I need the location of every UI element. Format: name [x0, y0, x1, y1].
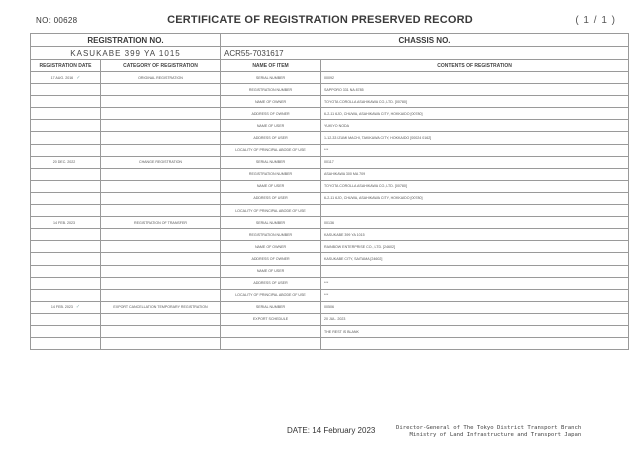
registration-date-cell	[31, 205, 101, 217]
registration-content: 6-2-11 6JO, CHUWA, ASAHIKAWA CITY, HOKKAIDO [00780]	[321, 108, 629, 120]
registration-date-cell	[31, 325, 101, 337]
registration-category: CHANGE REGISTRATION	[101, 156, 221, 168]
table-row	[31, 168, 629, 180]
document-number: NO: 00628	[36, 16, 78, 25]
registration-category	[101, 265, 221, 277]
check-mark-icon: ✓	[76, 74, 81, 81]
item-name: REGISTRATION NUMBER	[221, 168, 321, 180]
registration-content: KASUKABE CITY, SAITAMA [24602]	[321, 253, 629, 265]
registration-category	[101, 229, 221, 241]
registration-content	[321, 265, 629, 277]
item-name: REGISTRATION NUMBER	[221, 84, 321, 96]
column-header-contents: CONTENTS OF REGISTRATION	[321, 60, 629, 72]
registration-date: 14 FEB. 2023	[53, 220, 75, 225]
registration-category	[101, 277, 221, 289]
registration-date-cell	[31, 180, 101, 192]
issue-date-value: 14 February 2023	[312, 426, 376, 435]
registration-date-cell	[31, 229, 101, 241]
registration-content: ***	[321, 144, 629, 156]
registration-category	[101, 241, 221, 253]
registration-date-cell	[31, 241, 101, 253]
registration-content: TOYOTA COROLLA ASAHIKAWA CO.,LTD. [00780]	[321, 180, 629, 192]
item-name: ADDRESS OF USER	[221, 192, 321, 204]
table-row	[31, 301, 629, 313]
registration-category	[101, 132, 221, 144]
authority-line-1: Director-General of The Tokyo District Transport Branch	[396, 425, 582, 431]
registration-no-header: REGISTRATION NO.	[31, 34, 221, 47]
item-name: NAME OF USER	[221, 120, 321, 132]
item-name: SERIAL NUMBER	[221, 72, 321, 84]
registration-date: 17 AUG. 2016	[50, 75, 74, 80]
item-name: SERIAL NUMBER	[221, 301, 321, 313]
table-row	[31, 120, 629, 132]
column-header-item: NAME OF ITEM	[221, 60, 321, 72]
item-name: NAME OF USER	[221, 180, 321, 192]
check-mark-icon: ✓	[75, 304, 81, 311]
item-name: LOCALITY OF PRINCIPAL ABODE OF USE	[221, 205, 321, 217]
column-header-category: CATEGORY OF REGISTRATION	[101, 60, 221, 72]
registration-category	[101, 108, 221, 120]
registration-date-cell	[31, 84, 101, 96]
registration-content: 00117	[321, 156, 629, 168]
table-row	[31, 72, 629, 84]
table-row	[31, 289, 629, 301]
registration-date-cell	[31, 289, 101, 301]
table-row	[31, 180, 629, 192]
table-row	[31, 253, 629, 265]
registration-content: 00092	[321, 72, 629, 84]
registration-content	[321, 338, 629, 350]
registration-date-cell	[31, 120, 101, 132]
issuing-authority	[396, 425, 581, 439]
registration-category	[101, 144, 221, 156]
item-name	[221, 325, 321, 337]
registration-date-cell	[31, 313, 101, 325]
authority-line-2: Ministry of Land Infrastructure and Transport Japan	[409, 432, 582, 438]
registration-category	[101, 84, 221, 96]
registration-table	[30, 33, 629, 350]
registration-category: ORIGINAL REGISTRATION	[101, 72, 221, 84]
registration-content: 1-12-33 IZUMI MACHI, TAKIKAWA CITY, HOKKAIDO [00024 0162]	[321, 132, 629, 144]
registration-date-cell	[31, 217, 101, 229]
registration-content: TOYOTA COROLLA ASAHIKAWA CO.,LTD. [00780]	[321, 96, 629, 108]
column-header-date: REGISTRATION DATE	[31, 60, 101, 72]
table-row	[31, 96, 629, 108]
registration-content	[321, 205, 629, 217]
registration-category	[101, 313, 221, 325]
table-row	[31, 144, 629, 156]
registration-category	[101, 180, 221, 192]
registration-date-cell	[31, 301, 101, 313]
item-name	[221, 338, 321, 350]
issue-date	[287, 426, 375, 435]
registration-date-cell	[31, 96, 101, 108]
item-name: SERIAL NUMBER	[221, 217, 321, 229]
registration-content: 00506	[321, 301, 629, 313]
registration-content: KASUKABE 399 YA 1015	[321, 229, 629, 241]
registration-category	[101, 120, 221, 132]
table-row	[31, 313, 629, 325]
registration-date-cell	[31, 277, 101, 289]
item-name: NAME OF USER	[221, 265, 321, 277]
registration-category	[101, 289, 221, 301]
item-name: ADDRESS OF OWNER	[221, 253, 321, 265]
table-row	[31, 108, 629, 120]
item-name: ADDRESS OF USER	[221, 132, 321, 144]
registration-content: 20 JUL. 2023	[321, 313, 629, 325]
page-indicator: ( 1 / 1 )	[575, 15, 616, 26]
registration-content: RAINBOW ENTERPRISE CO., LTD. [24602]	[321, 241, 629, 253]
chassis-no-header: CHASSIS NO.	[221, 34, 629, 47]
registration-date-cell	[31, 265, 101, 277]
registration-content: YUKIYO NODA	[321, 120, 629, 132]
table-row	[31, 217, 629, 229]
registration-date-cell	[31, 253, 101, 265]
registration-date-cell	[31, 144, 101, 156]
registration-category	[101, 338, 221, 350]
table-row	[31, 229, 629, 241]
registration-category	[101, 168, 221, 180]
registration-date: 14 FEB. 2023	[50, 305, 73, 310]
registration-date-cell	[31, 108, 101, 120]
registration-category	[101, 253, 221, 265]
registration-date: 20 DEC. 2022	[52, 160, 76, 165]
registration-content: ASAHIKAWA 300 MA 709	[321, 168, 629, 180]
table-row	[31, 84, 629, 96]
registration-date-cell	[31, 156, 101, 168]
table-row	[31, 325, 629, 337]
table-row	[31, 205, 629, 217]
registration-date-cell	[31, 168, 101, 180]
registration-date-cell	[31, 338, 101, 350]
table-row	[31, 192, 629, 204]
registration-rows	[31, 72, 629, 350]
registration-date-cell	[31, 72, 101, 84]
table-row	[31, 277, 629, 289]
registration-category	[101, 96, 221, 108]
registration-category	[101, 205, 221, 217]
item-name: ADDRESS OF USER	[221, 277, 321, 289]
registration-content: SAPPORO 331 NA 8785	[321, 84, 629, 96]
chassis-no-value: ACR55-7031617	[221, 47, 629, 60]
registration-category: EXPORT CANCELLATION TEMPORARY REGISTRATION	[101, 301, 221, 313]
registration-date-cell	[31, 132, 101, 144]
table-row	[31, 156, 629, 168]
registration-content: ***	[321, 277, 629, 289]
table-row	[31, 265, 629, 277]
item-name: NAME OF OWNER	[221, 241, 321, 253]
registration-category	[101, 192, 221, 204]
table-row	[31, 241, 629, 253]
registration-content: THE REST IS BLANK	[321, 325, 629, 337]
item-name: REGISTRATION NUMBER	[221, 229, 321, 241]
table-row	[31, 132, 629, 144]
registration-no-value: KASUKABE 399 YA 1015	[31, 47, 221, 60]
item-name: SERIAL NUMBER	[221, 156, 321, 168]
item-name: EXPORT SCHEDULE	[221, 313, 321, 325]
registration-category	[101, 325, 221, 337]
item-name: ADDRESS OF OWNER	[221, 108, 321, 120]
issue-date-label: DATE:	[287, 426, 310, 435]
registration-date-cell	[31, 192, 101, 204]
registration-content: ***	[321, 289, 629, 301]
document-title: CERTIFICATE OF REGISTRATION PRESERVED RECORD	[167, 14, 473, 26]
registration-content: 6-2-11 6JO, CHUWA, ASAHIKAWA CITY, HOKKAIDO [00780]	[321, 192, 629, 204]
item-name: NAME OF OWNER	[221, 96, 321, 108]
table-row	[31, 338, 629, 350]
registration-category: REGISTRATION OF TRANSFER	[101, 217, 221, 229]
item-name: LOCALITY OF PRINCIPAL ABODE OF USE	[221, 289, 321, 301]
item-name: LOCALITY OF PRINCIPAL ABODE OF USE	[221, 144, 321, 156]
registration-content: 00136	[321, 217, 629, 229]
